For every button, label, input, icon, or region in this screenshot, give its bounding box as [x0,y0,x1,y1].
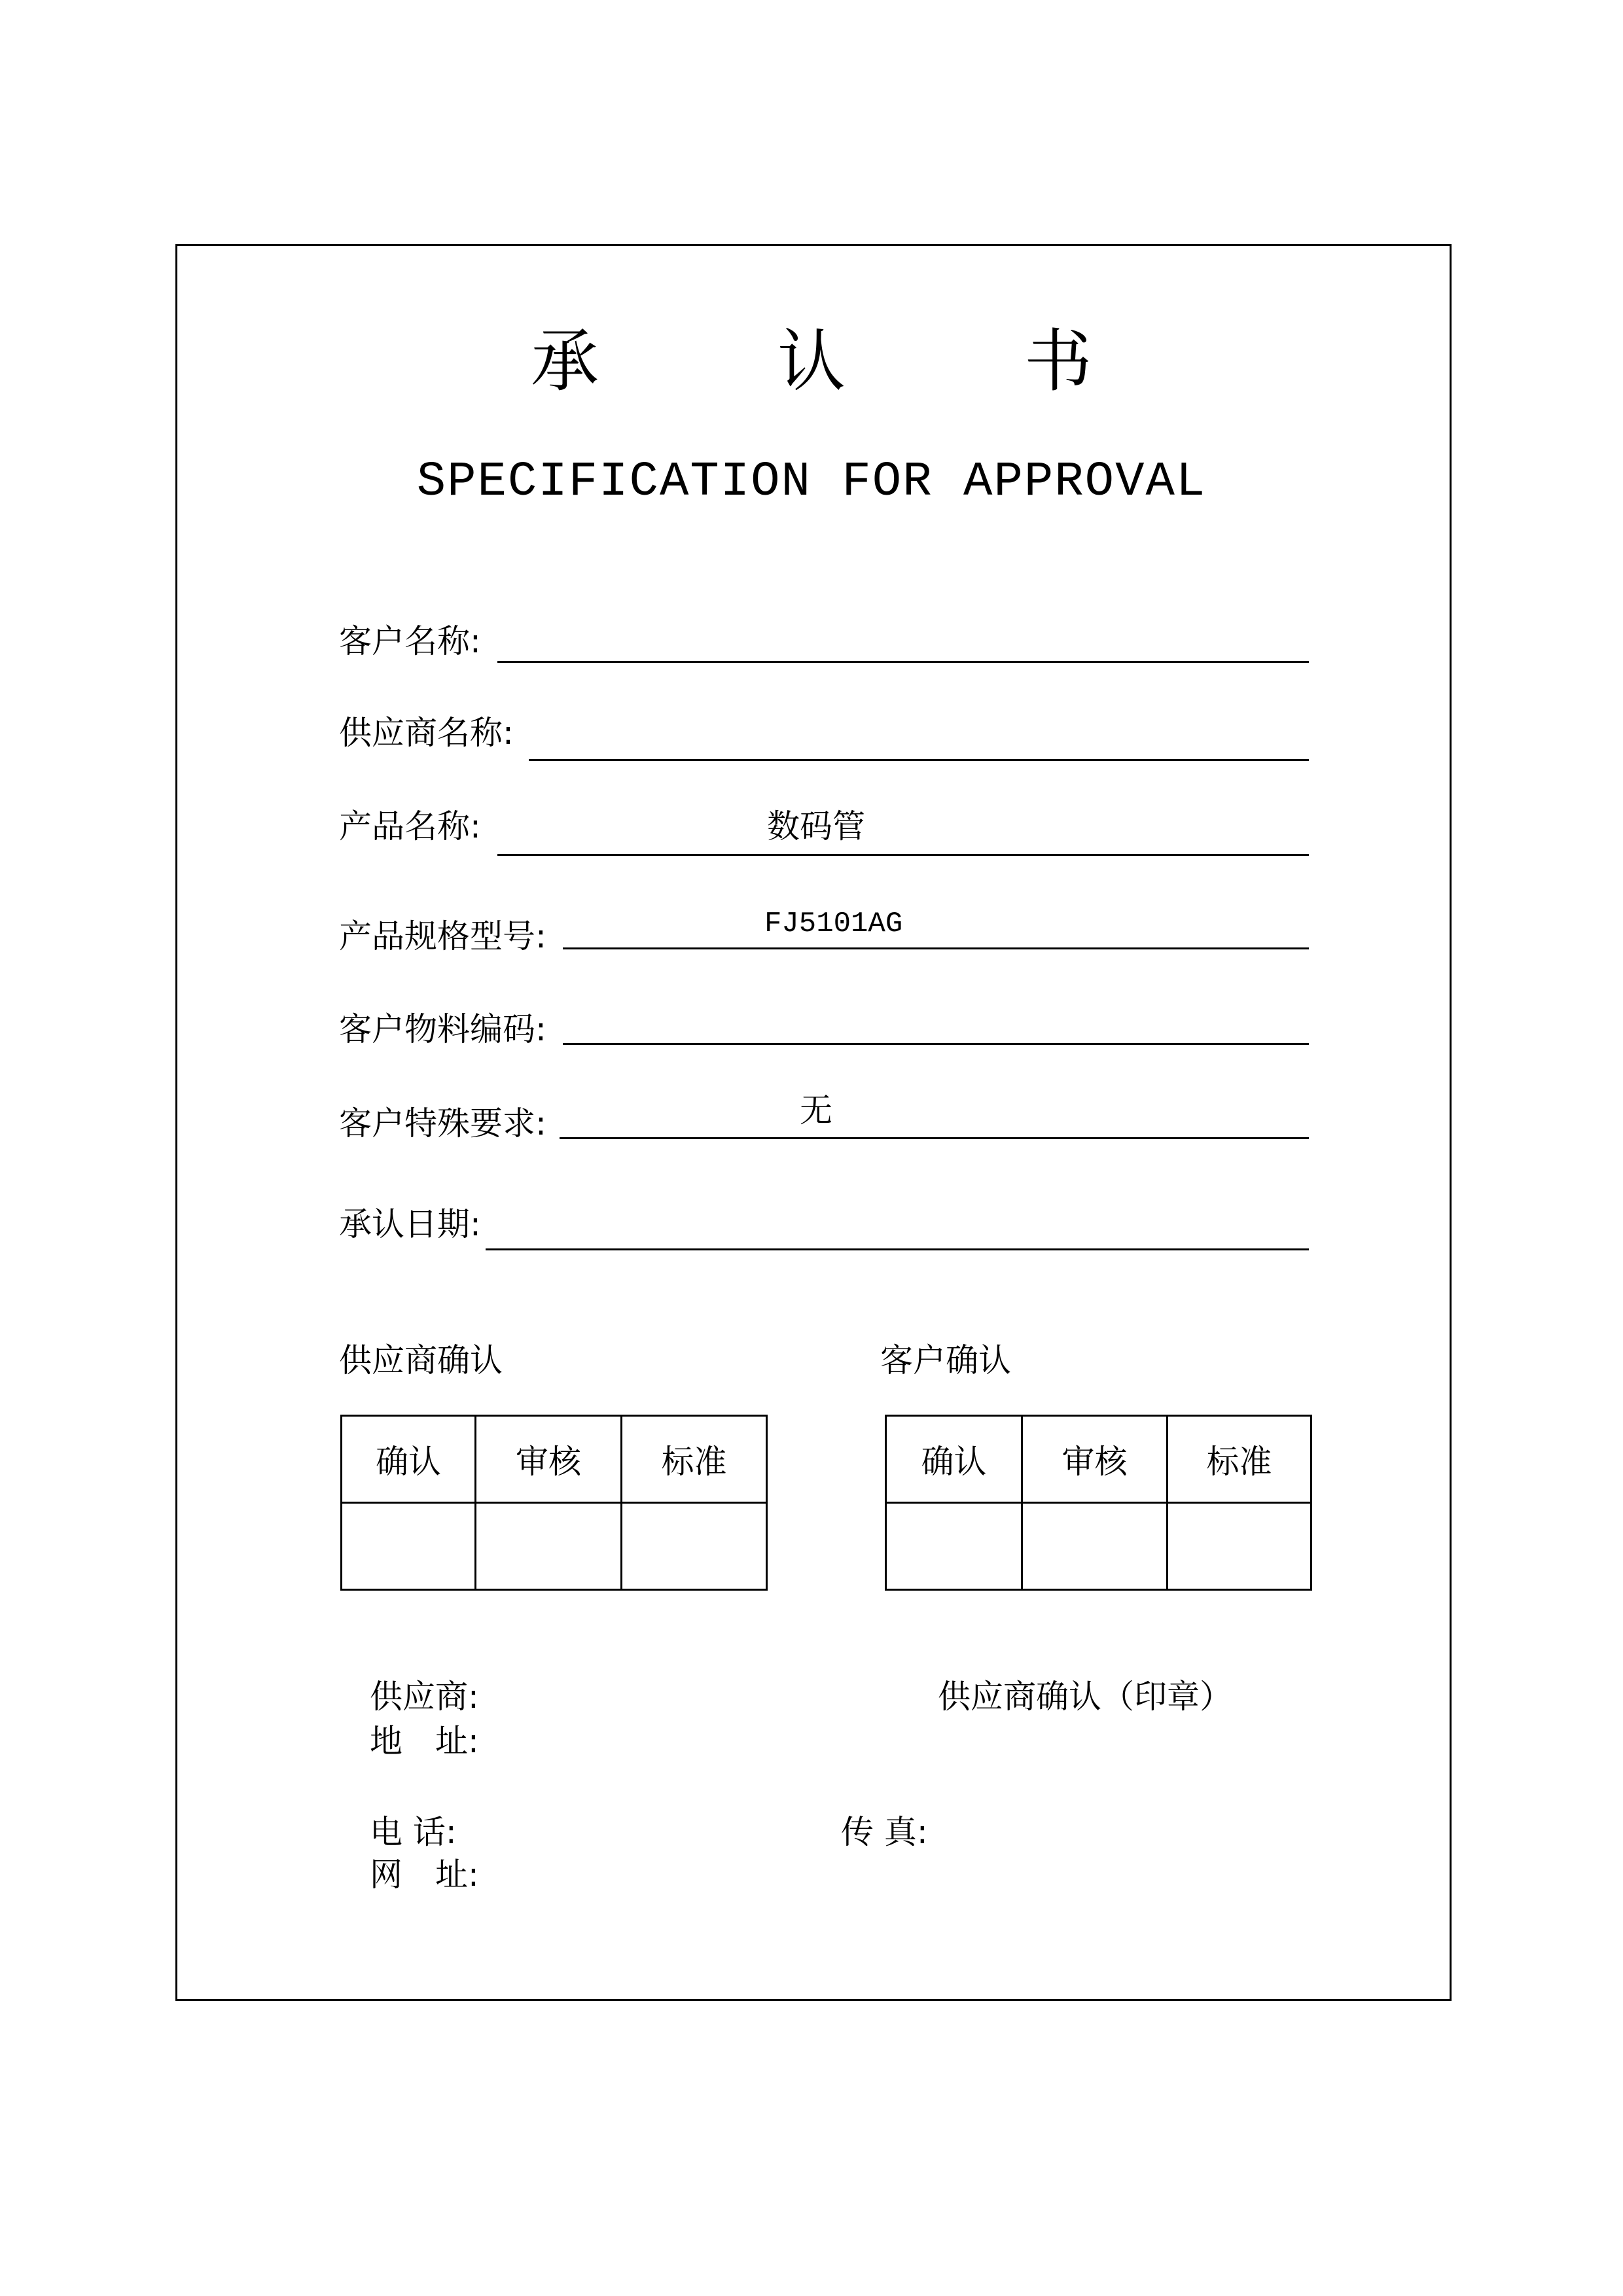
approval-date-line[interactable] [486,1248,1309,1250]
supplier-review-signature-cell[interactable] [476,1503,622,1590]
customer-review-signature-cell[interactable] [1022,1503,1168,1590]
footer-phone-label: 电 话: [370,1813,457,1851]
product-model-label: 产品规格型号: [339,917,546,955]
document-title-en: SPECIFICATION FOR APPROVAL [416,455,1207,510]
customer-name-line[interactable] [497,661,1309,663]
product-model-line[interactable] [563,947,1309,949]
approval-date-label: 承认日期: [339,1205,481,1243]
product-model-value: FJ5101AG [764,908,903,940]
footer-address-label: 地 址: [370,1722,479,1760]
customer-special-req-line[interactable] [560,1137,1309,1139]
customer-material-code-line[interactable] [563,1043,1309,1045]
customer-name-label: 客户名称: [339,622,481,660]
product-name-line[interactable] [497,854,1309,856]
supplier-confirm-table [340,1415,768,1591]
supplier-confirm-title: 供应商确认 [339,1341,503,1379]
customer-confirm-table [885,1415,1312,1591]
product-name-value: 数码管 [767,807,865,845]
customer-standard-signature-cell[interactable] [1168,1503,1311,1590]
supplier-confirm-header: 确认 [342,1416,476,1503]
customer-confirm-signature-cell[interactable] [886,1503,1022,1590]
customer-review-header: 审核 [1022,1416,1168,1503]
customer-special-req-label: 客户特殊要求: [339,1104,546,1142]
customer-standard-header: 标准 [1168,1416,1311,1503]
footer-supplier-stamp-label: 供应商确认（印章） [938,1678,1232,1716]
customer-confirm-header: 确认 [886,1416,1022,1503]
footer-supplier-label: 供应商: [370,1678,479,1716]
document-title-cn: 承 认 书 [530,321,1171,401]
product-name-label: 产品名称: [339,807,481,845]
supplier-standard-header: 标准 [622,1416,767,1503]
customer-confirm-title: 客户确认 [880,1341,1011,1379]
customer-material-code-label: 客户物料编码: [339,1010,546,1048]
supplier-confirm-signature-cell[interactable] [342,1503,476,1590]
supplier-name-line[interactable] [529,759,1309,761]
supplier-standard-signature-cell[interactable] [622,1503,767,1590]
customer-special-req-value: 无 [800,1091,832,1129]
footer-fax-label: 传 真: [841,1813,928,1851]
supplier-name-label: 供应商名称: [339,714,514,752]
supplier-review-header: 审核 [476,1416,622,1503]
footer-website-label: 网 址: [370,1856,479,1894]
